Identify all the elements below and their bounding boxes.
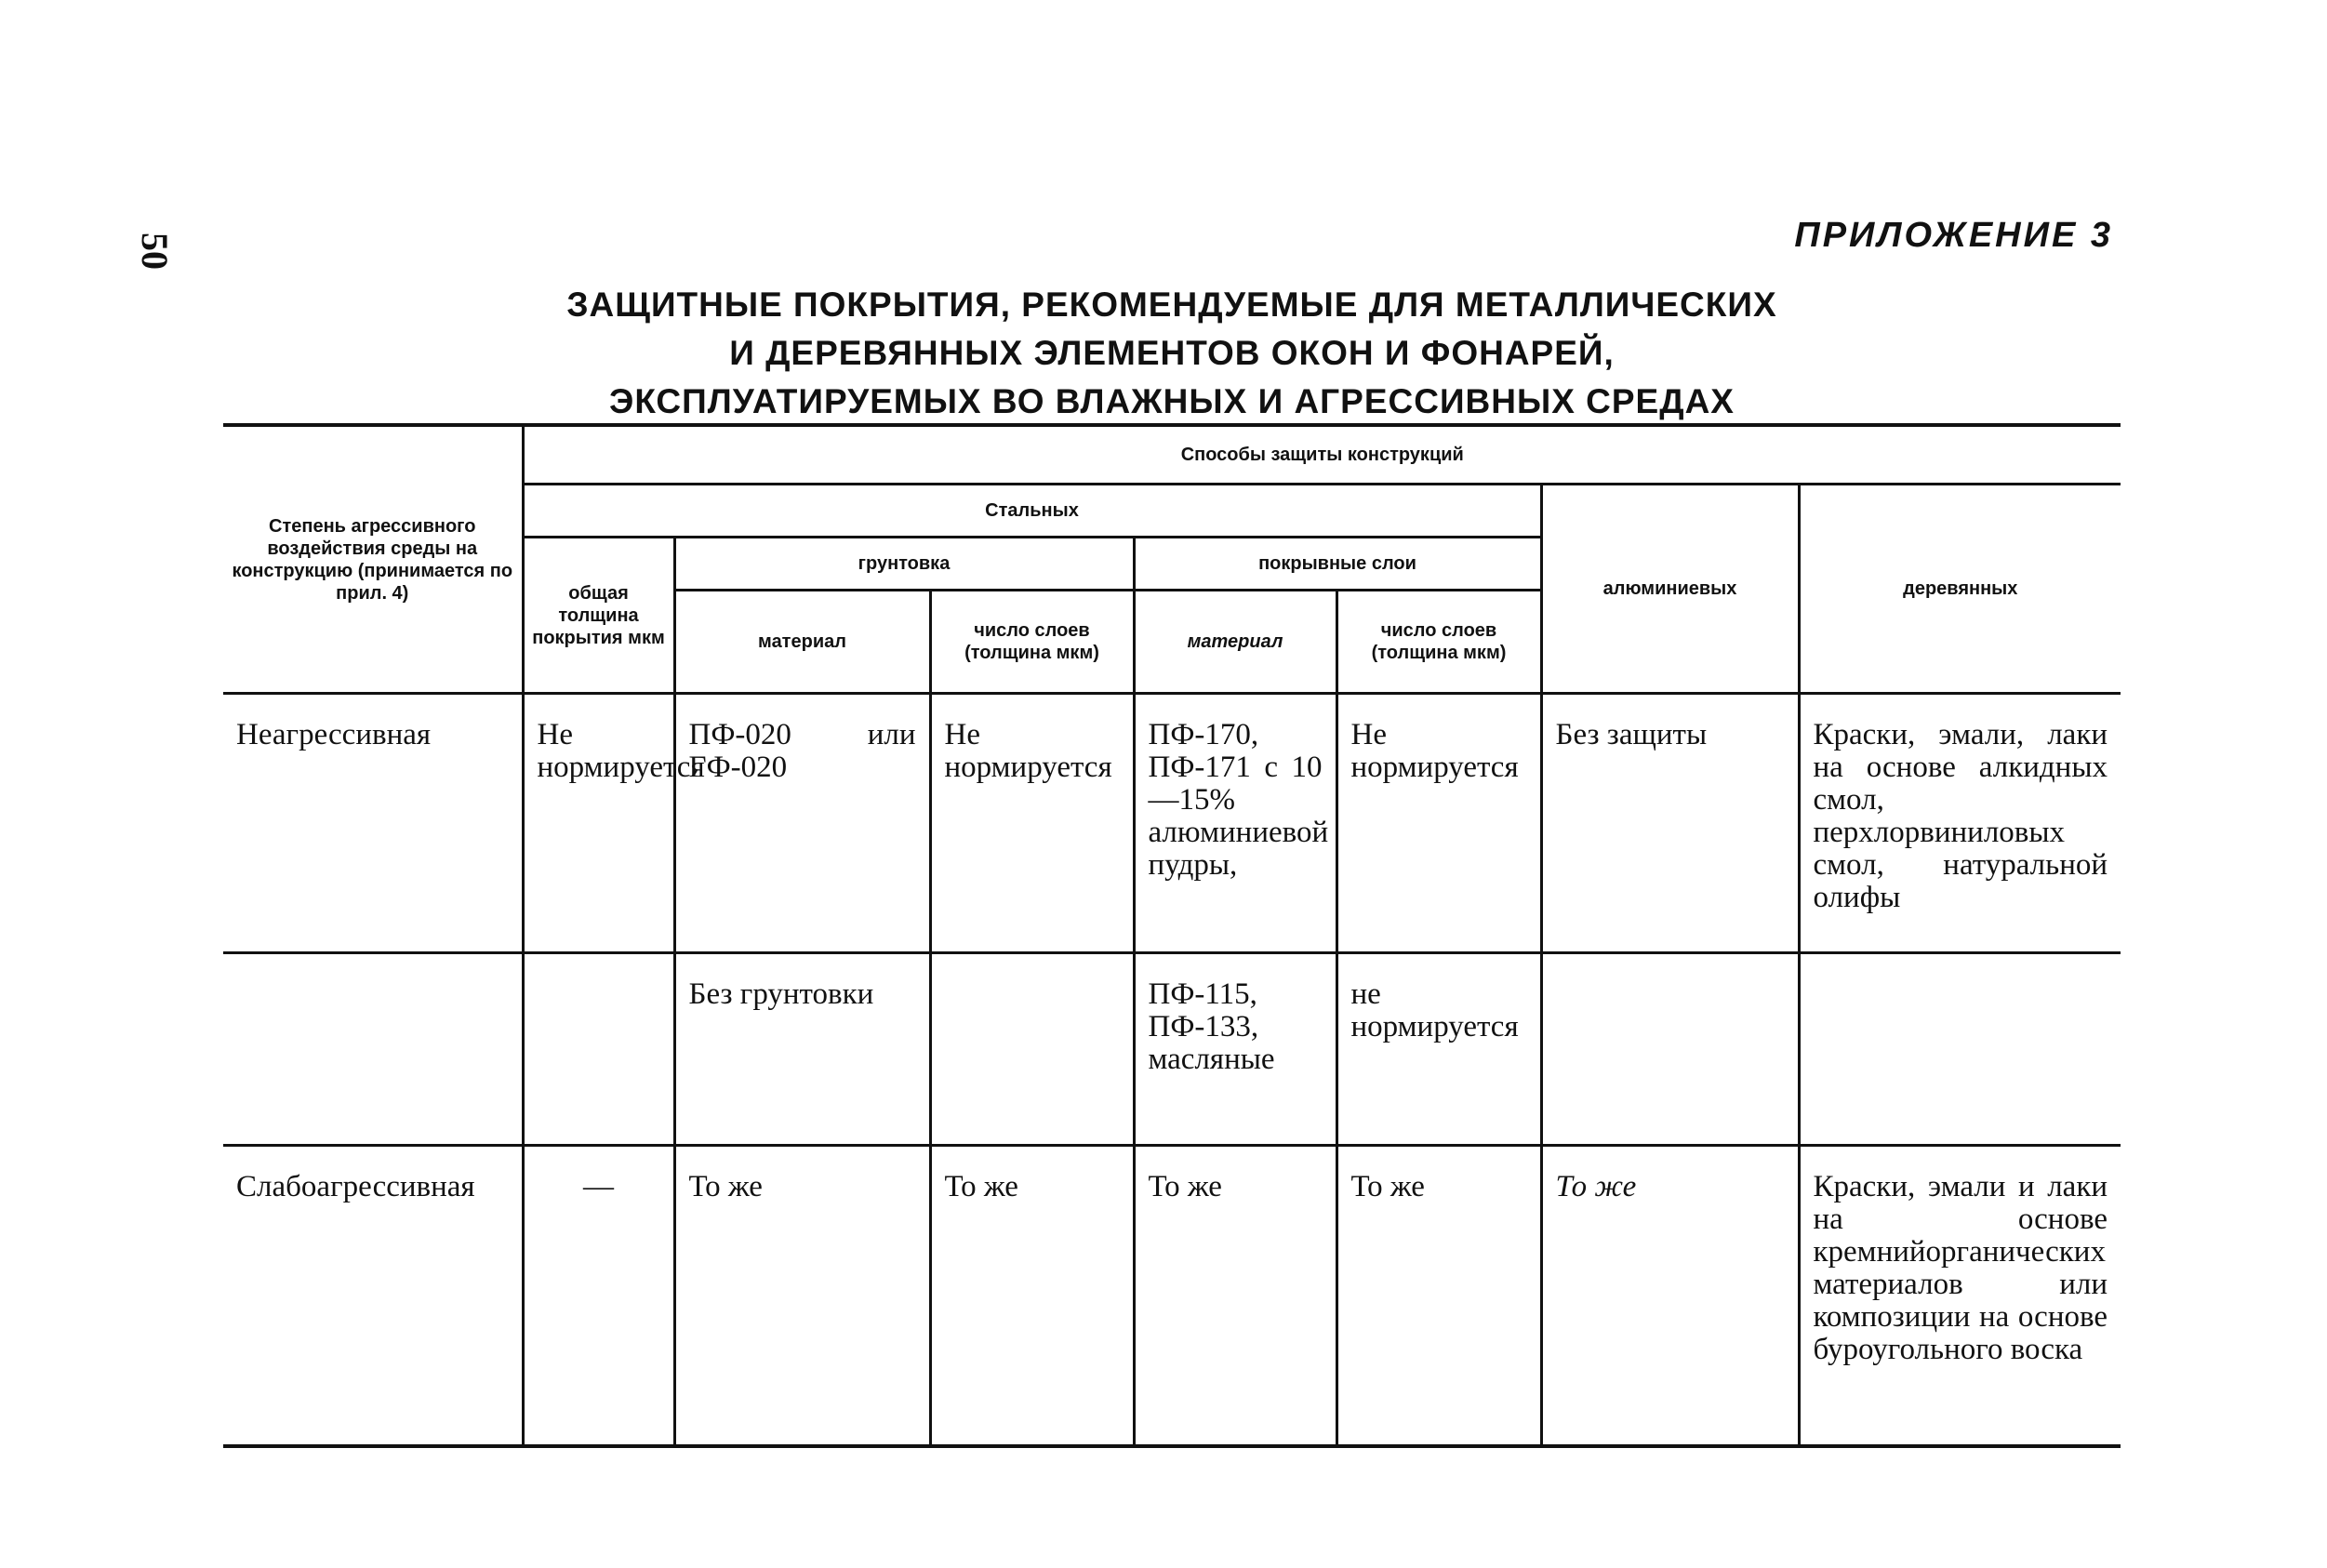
table-row [223, 1146, 2121, 1447]
cell-aggression [223, 953, 523, 1146]
cell-aluminum [1541, 953, 1799, 1146]
title-line: ЭКСПЛУАТИРУЕМЫХ ВО ВЛАЖНЫХ И АГРЕССИВНЫХ СРЕДАХ [609, 382, 1735, 420]
cell-total-thickness: — [523, 1146, 674, 1447]
header-cover-layers-count: число слоев (толщина мкм) [1336, 591, 1541, 694]
header-cover-material: материал [1134, 591, 1336, 694]
header-aluminum: алюминиевых [1541, 485, 1799, 694]
header-primer-layers: число слоев (толщина мкм) [930, 591, 1134, 694]
cell-aluminum: Без защиты [1541, 694, 1799, 953]
cell-cover-layers: не нормируется [1336, 953, 1541, 1146]
cell-primer-layers: Не нормируется [930, 694, 1134, 953]
cell-wooden: Краски, эмали и лаки на основе кремнийорганических материалов или композиции на основе буроугольного воска [1799, 1146, 2121, 1447]
header-primer-material: материал [674, 591, 930, 694]
cell-total-thickness [523, 953, 674, 1146]
cell-cover-material: То же [1134, 1146, 1336, 1447]
cell-aggression: Неагрессивная [223, 694, 523, 953]
cell-primer-layers [930, 953, 1134, 1146]
title-line: И ДЕРЕВЯННЫХ ЭЛЕМЕНТОВ ОКОН И ФОНАРЕЙ, [729, 334, 1615, 372]
header-primer: грунтовка [674, 538, 1134, 591]
cell-cover-layers: То же [1336, 1146, 1541, 1447]
cell-primer-material: Без грунтовки [674, 953, 930, 1146]
header-cover-layers: покрывные слои [1134, 538, 1541, 591]
cell-primer-layers: То же [930, 1146, 1134, 1447]
page-title [465, 281, 1879, 426]
header-steel: Стальных [523, 485, 1541, 538]
cell-wooden: Краски, эмали, лаки на основе алкидных смол, перхлорвиниловых смол, натуральной олифы [1799, 694, 2121, 953]
cell-cover-material: ПФ-115, ПФ-133, масляные [1134, 953, 1336, 1146]
cell-cover-material: ПФ-170, ПФ-171 с 10—15% алюминиевой пудры, [1134, 694, 1336, 953]
cell-total-thickness: Не нормируется [523, 694, 674, 953]
header-wooden: деревянных [1799, 485, 2121, 694]
cell-primer-material: ПФ-020 или ГФ-020 [674, 694, 930, 953]
cell-wooden [1799, 953, 2121, 1146]
header-aggression: Степень агрессивного воздействия среды на конструкцию (принимается по прил. 4) [223, 425, 523, 694]
header-methods: Способы защиты конструкций [523, 425, 2121, 485]
cell-cover-layers: Не нормируется [1336, 694, 1541, 953]
appendix-label: ПРИЛОЖЕНИЕ 3 [1794, 216, 2113, 255]
title-line: ЗАЩИТНЫЕ ПОКРЫТИЯ, РЕКОМЕНДУЕМЫЕ ДЛЯ МЕТАЛЛИЧЕСКИХ [566, 286, 1777, 324]
cell-primer-material: То же [674, 1146, 930, 1447]
header-total-thickness: общая толщина покрытия мкм [523, 538, 674, 694]
cell-aggression: Слабоагрессивная [223, 1146, 523, 1447]
page-number: 50 [134, 233, 176, 270]
table-row [223, 694, 2121, 953]
cell-aluminum: То же [1541, 1146, 1799, 1447]
protective-coatings-table [223, 423, 2121, 1448]
table-row [223, 953, 2121, 1146]
